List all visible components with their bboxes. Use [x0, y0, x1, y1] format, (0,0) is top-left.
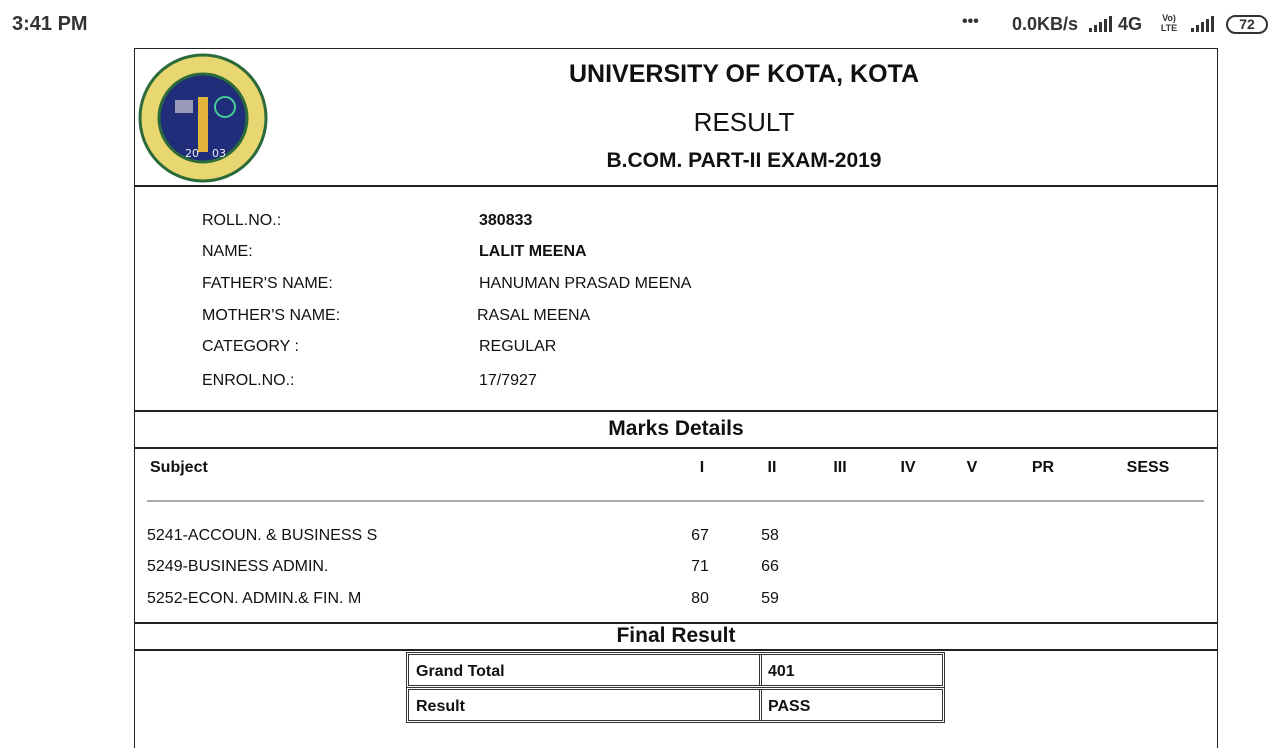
mother-label: MOTHER'S NAME:: [202, 307, 341, 324]
father-label: FATHER'S NAME:: [202, 275, 333, 292]
subject-name: 5252-ECON. ADMIN.& FIN. M: [147, 590, 362, 607]
roll-value: 380833: [479, 212, 533, 229]
col-iii: III: [833, 459, 847, 476]
mark-ii: 59: [761, 590, 779, 607]
status-dots: •••: [962, 13, 979, 30]
divider: [134, 410, 1218, 412]
subject-name: 5249-BUSINESS ADMIN.: [147, 558, 329, 575]
grand-total-value: 401: [768, 663, 795, 680]
grand-total-label: Grand Total: [416, 663, 505, 680]
enrol-label: ENROL.NO.:: [202, 372, 295, 389]
signal-icon: [1088, 16, 1114, 37]
name-label: NAME:: [202, 243, 253, 260]
volte-icon: Vo) LTE: [1160, 13, 1178, 33]
signal-icon-2: [1190, 16, 1216, 37]
col-iv: IV: [900, 459, 916, 476]
category-value: REGULAR: [479, 338, 557, 355]
roll-label: ROLL.NO.:: [202, 212, 282, 229]
category-label: CATEGORY :: [202, 338, 299, 355]
university-logo: [137, 52, 269, 189]
mother-value: RASAL MEENA: [477, 307, 591, 324]
marks-details-title: Marks Details: [608, 417, 744, 440]
mark-i: 80: [691, 590, 709, 607]
battery-icon: 72: [1226, 15, 1268, 34]
final-result-title: Final Result: [616, 624, 736, 647]
divider: [134, 185, 1218, 187]
document-type: RESULT: [693, 107, 795, 137]
network-type: 4G: [1118, 14, 1143, 34]
col-sess: SESS: [1126, 459, 1170, 476]
col-v: V: [966, 459, 978, 476]
status-time: 3:41 PM: [12, 13, 88, 35]
enrol-value: 17/7927: [479, 372, 537, 389]
grand-total-row: [406, 652, 945, 688]
header-rule: [147, 500, 1204, 502]
col-pr: PR: [1031, 459, 1055, 476]
subject-name: 5241-ACCOUN. & BUSINESS S: [147, 527, 378, 544]
col-subject: Subject: [150, 459, 208, 476]
svg-text:03: 03: [212, 147, 226, 160]
mark-ii: 66: [761, 558, 779, 575]
name-value: LALIT MEENA: [479, 243, 587, 260]
col-i: I: [699, 459, 705, 476]
divider: [134, 447, 1218, 449]
mark-i: 67: [691, 527, 709, 544]
network-speed: 0.0KB/s: [1012, 14, 1079, 34]
university-name: UNIVERSITY OF KOTA, KOTA: [568, 60, 920, 88]
divider: [134, 649, 1218, 651]
mark-i: 71: [691, 558, 709, 575]
result-row: [406, 687, 945, 723]
mark-ii: 58: [761, 527, 779, 544]
exam-name: B.COM. PART-II EXAM-2019: [606, 149, 882, 172]
result-value: PASS: [768, 698, 811, 715]
svg-text:20: 20: [185, 147, 199, 160]
result-label: Result: [416, 698, 465, 715]
col-ii: II: [767, 459, 777, 476]
father-value: HANUMAN PRASAD MEENA: [479, 275, 692, 292]
